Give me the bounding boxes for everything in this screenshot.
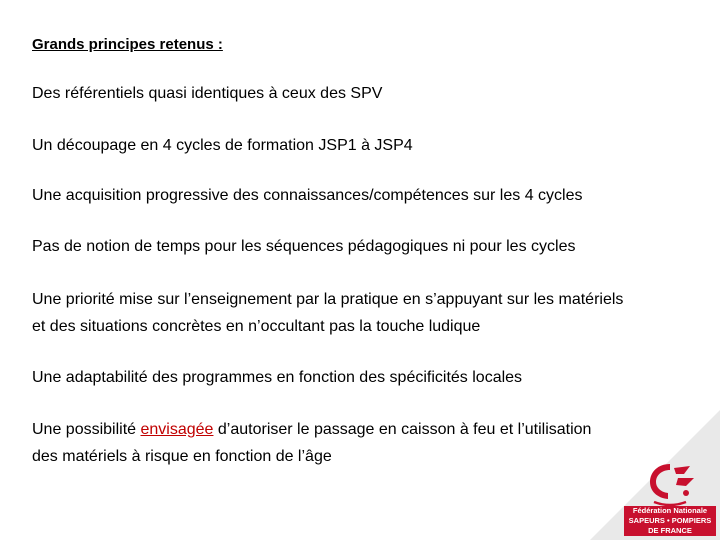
fnspf-emblem-icon (624, 458, 716, 506)
paragraph-line: Pas de notion de temps pour les séquences pédagogiques ni pour les cycles (32, 238, 576, 255)
logo-line-sapeurs-pompiers: SAPEURS • POMPIERS (624, 516, 716, 526)
bullet-paragraph-3 (32, 182, 692, 209)
bullet-paragraph-6 (32, 364, 692, 391)
paragraph-line: Une priorité mise sur l’enseignement par la pratique en s’appuyant sur les matériels (32, 291, 624, 308)
highlighted-word: envisagée (140, 421, 214, 438)
logo-line-france: DE FRANCE (624, 526, 716, 536)
paragraph-line: des matériels à risque en fonction de l’âge (32, 448, 332, 465)
bullet-paragraph-5 (32, 286, 692, 340)
bullet-paragraph-4 (32, 233, 692, 260)
paragraph-line: et des situations concrètes en n’occultant pas la touche ludique (32, 318, 481, 335)
logo-line-federation: Fédération Nationale (624, 506, 716, 516)
paragraph-line: Une acquisition progressive des connaissances/compétences sur les 4 cycles (32, 187, 583, 204)
fnspf-logo (624, 458, 716, 538)
paragraph-line: Un découpage en 4 cycles de formation JSP1 à JSP4 (32, 137, 413, 154)
bullet-paragraph-2 (32, 132, 692, 159)
paragraph-line: Des référentiels quasi identiques à ceux des SPV (32, 85, 383, 102)
slide-title: Grands principes retenus : (32, 36, 223, 53)
bullet-paragraph-1 (32, 80, 692, 107)
paragraph-text: Une possibilité (32, 421, 141, 438)
paragraph-line: Une adaptabilité des programmes en fonction des spécificités locales (32, 369, 523, 386)
paragraph-text: d’autoriser le passage en caisson à feu et l’utilisation (213, 421, 592, 438)
